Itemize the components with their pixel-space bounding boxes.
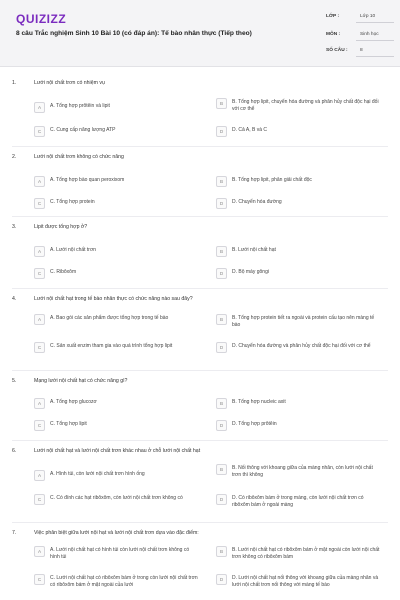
option-letter: B [216, 314, 227, 325]
option-text: C. Tổng hợp lipit [50, 421, 87, 427]
option-letter: D [216, 126, 227, 137]
meta-class-line [356, 22, 394, 23]
option-text: A. Tổng hợp glucozơ [50, 399, 97, 405]
meta-subject-line [356, 40, 394, 41]
option-text: B. Tổng hợp nucleic axit [232, 399, 286, 405]
option-letter: C [34, 268, 45, 279]
option-letter: B [216, 98, 227, 109]
question-divider [12, 522, 388, 523]
option-letter: C [34, 198, 45, 209]
question-text: Lưới nội chất trơn không có chức năng [34, 154, 124, 160]
option-text: D. Cả A, B và C [232, 127, 268, 133]
option-letter: A [34, 470, 45, 481]
worksheet-title: 8 câu Trắc nghiệm Sinh 10 Bài 10 (có đáp án): Tế bào nhân thực (Tiếp theo) [16, 30, 252, 37]
option-text: A. Tổng hợp bào quan peroxixom [50, 177, 125, 183]
question-number: 5. [12, 378, 17, 384]
question-divider [12, 216, 388, 217]
question-divider [12, 146, 388, 147]
meta-subject-value: Sinh học [360, 32, 379, 37]
question-number: 6. [12, 448, 17, 454]
meta-class-value: Lớp 10 [360, 14, 376, 19]
option-letter: C [34, 126, 45, 137]
question-number: 7. [12, 530, 17, 536]
option-letter: A [34, 176, 45, 187]
option-text: C. Tổng hợp protein [50, 199, 95, 205]
option-text: B. Lưới nội chất hạt có ribôxôm bám ở mặt ngoài còn lưới nội chất trơn không có ribôxôm bám [232, 547, 380, 560]
option-text: C. Cung cấp năng lượng ATP [50, 127, 116, 133]
option-letter: D [216, 494, 227, 505]
option-text: C. Lưới nội chất hạt có ribôxôm bám ở trong còn lưới nội chất trơn có ribôxôm bám ở mặt ngoài của lưới [50, 575, 198, 588]
option-letter: A [34, 398, 45, 409]
option-text: B. Tổng hợp lipit, phân giải chất độc [232, 177, 312, 183]
option-letter: B [216, 546, 227, 557]
option-letter: B [216, 398, 227, 409]
option-letter: D [216, 574, 227, 585]
question-text: Mạng lưới nội chất hạt có chức năng gì? [34, 378, 128, 384]
meta-class-label: LỚP : [326, 14, 340, 19]
option-letter: C [34, 574, 45, 585]
question-divider [12, 440, 388, 441]
question-text: Lưới nội chất hạt và lưới nội chất trơn khác nhau ở chỗ lưới nội chất hạt [34, 448, 201, 454]
worksheet-header [0, 0, 400, 67]
option-text: C. Sản xuất enzim tham gia vào quá trình tổng hợp lipit [50, 343, 173, 349]
option-letter: C [34, 342, 45, 353]
meta-count-value: 8 [360, 48, 363, 53]
question-number: 3. [12, 224, 17, 230]
question-text: Lipit được tổng hợp ở? [34, 224, 88, 230]
option-letter: A [34, 314, 45, 325]
option-text: A. Lưới nội chất trơn [50, 247, 97, 253]
option-text: D. Lưới nội chất hạt nối thông với khoang giữa của màng nhân và lưới nội chất trơn nối thông với màng tế bào [232, 575, 379, 588]
option-letter: D [216, 268, 227, 279]
option-letter: B [216, 176, 227, 187]
quizizz-logo: QUIZIZZ [16, 12, 67, 26]
option-letter: A [34, 546, 45, 557]
meta-count-label: SỐ CÂU : [326, 48, 348, 53]
option-text: A. Lưới nội chất hạt có hình túi còn lưới nội chất trơn không có hình túi [50, 547, 190, 560]
option-text: A. Bao gói các sản phẩm được tổng hợp trong tế bào [50, 315, 169, 321]
option-text: C. Có đính các hạt ribôxôm, còn lưới nội chất trơn không có [50, 495, 183, 501]
option-text: B. Tổng hợp protein tiết ra ngoài và protein cấu tạo nên màng tế bào [232, 315, 375, 328]
option-text: B. Tổng hợp lipit, chuyển hóa đường và phân hủy chất độc hại đối với cơ thể [232, 99, 379, 112]
option-letter: D [216, 198, 227, 209]
option-letter: D [216, 342, 227, 353]
meta-subject-label: MÔN : [326, 32, 341, 37]
meta-count-line [356, 56, 394, 57]
option-letter: B [216, 246, 227, 257]
option-text: A. Tổng hợp prôtêin và lipit [50, 103, 110, 109]
question-text: Lưới nội chất hạt trong tế bào nhân thực có chức năng nào sau đây? [34, 296, 193, 302]
question-text: Lưới nội chất trơn có nhiệm vụ [34, 80, 105, 86]
option-letter: C [34, 420, 45, 431]
option-letter: A [34, 246, 45, 257]
question-number: 1. [12, 80, 17, 86]
question-text: Việc phân biệt giữa lưới nội hạt và lưới nội chất trơn dựa vào đặc điểm: [34, 530, 199, 536]
option-letter: D [216, 420, 227, 431]
option-text: D. Chuyển hóa đường [232, 199, 282, 205]
option-letter: A [34, 102, 45, 113]
question-divider [12, 288, 388, 289]
option-letter: B [216, 464, 227, 475]
option-text: A. Hình túi, còn lưới nội chất trơn hình ống [50, 471, 145, 477]
option-text: C. Ribôxôm [50, 269, 77, 275]
question-divider [12, 370, 388, 371]
option-text: B. Lưới nội chất hạt [232, 247, 276, 253]
option-text: B. Nối thông với khoang giữa của màng nhân, còn lưới nội chất trơn thì không [232, 465, 373, 478]
option-letter: C [34, 494, 45, 505]
question-number: 4. [12, 296, 17, 302]
option-text: D. Tổng hợp prôtêin [232, 421, 277, 427]
option-text: D. Chuyển hóa đường và phân hủy chất độc hại đối với cơ thể [232, 343, 371, 349]
option-text: D. Bộ máy gôngi [232, 269, 269, 275]
option-text: D. Có ribôxôm bám ở trong màng, còn lưới nội chất trơn có ribôxôm bám ở ngoài màng [232, 495, 364, 508]
question-number: 2. [12, 154, 17, 160]
